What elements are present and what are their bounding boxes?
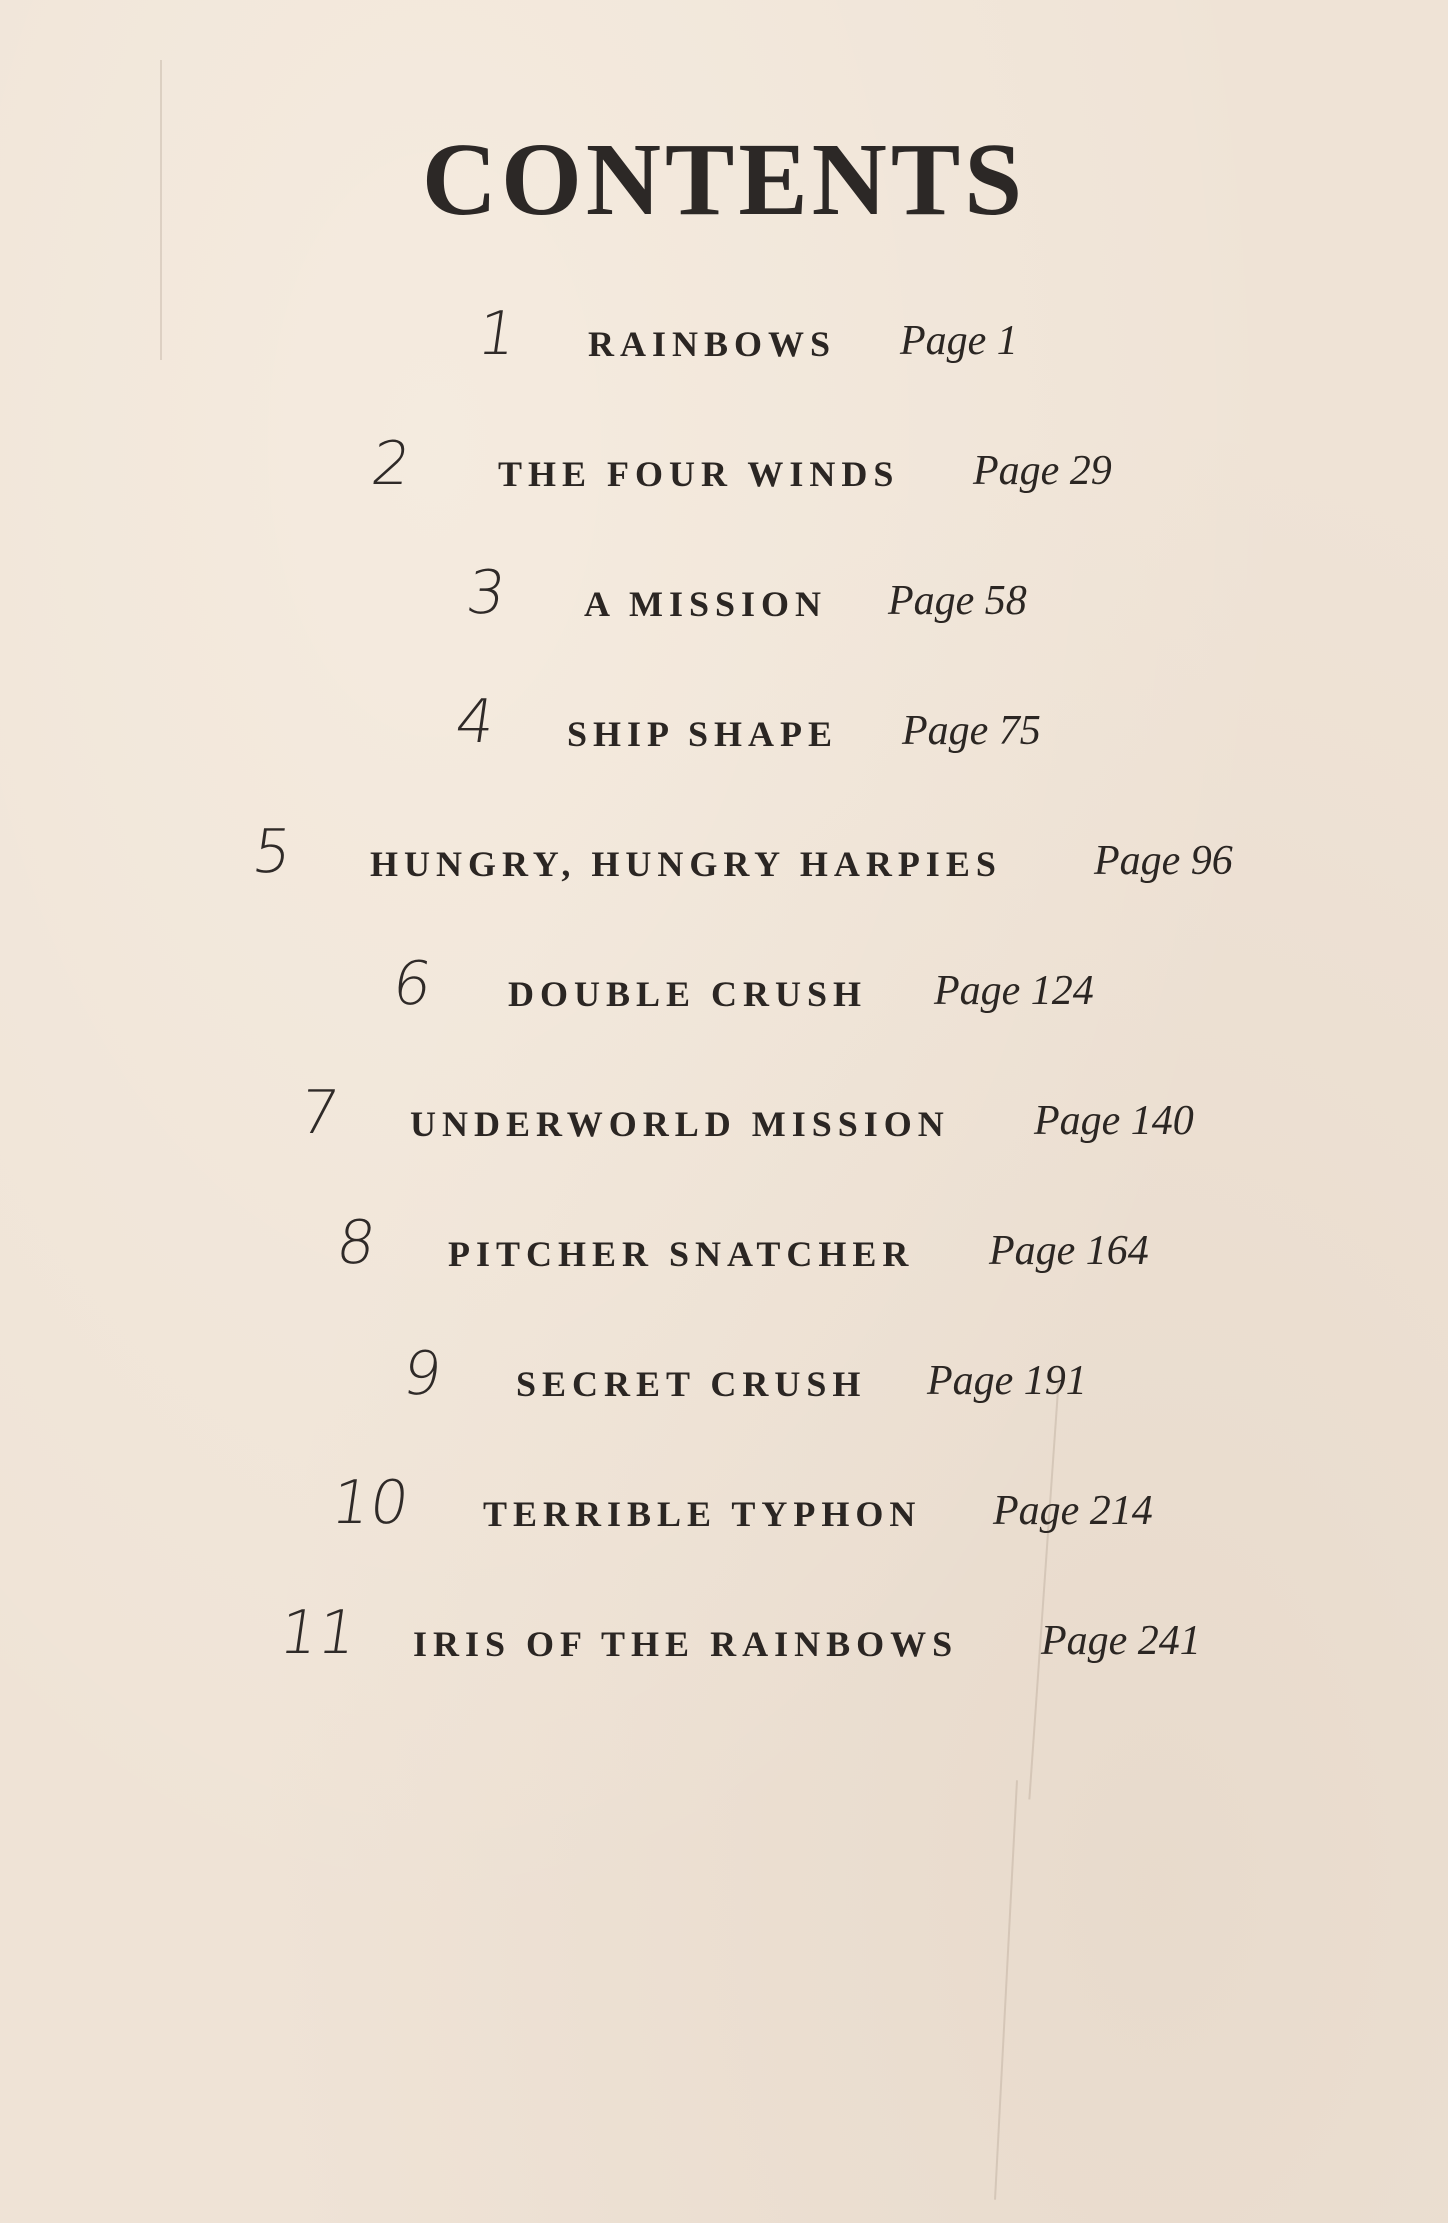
chapter-title: UNDERWORLD MISSION (410, 1104, 950, 1144)
chapter-number: 9 (398, 1339, 447, 1409)
contents-heading: CONTENTS (421, 122, 1027, 237)
chapter-number: 2 (367, 429, 416, 499)
chapter-title: SECRET CRUSH (516, 1364, 867, 1404)
chapter-page: Page 58 (888, 578, 1027, 624)
chapter-number: 7 (295, 1078, 344, 1148)
chapter-title: PITCHER SNATCHER (448, 1234, 915, 1274)
chapter-number: 4 (451, 687, 500, 757)
chapter-number: 11 (275, 1598, 362, 1668)
chapter-title: THE FOUR WINDS (498, 454, 900, 494)
chapter-title: IRIS OF THE RAINBOWS (413, 1624, 959, 1664)
chapter-number: 1 (473, 299, 522, 369)
chapter-number: 10 (327, 1468, 414, 1538)
chapter-number: 3 (462, 558, 511, 628)
chapter-number: 6 (388, 949, 437, 1019)
chapter-page: Page 140 (1034, 1098, 1194, 1144)
chapter-page: Page 164 (989, 1228, 1149, 1274)
chapter-page: Page 1 (900, 318, 1018, 364)
chapter-number: 8 (332, 1208, 381, 1278)
chapter-number: 5 (248, 817, 297, 887)
chapter-page: Page 241 (1041, 1618, 1201, 1664)
chapter-title: RAINBOWS (588, 324, 837, 364)
chapter-page: Page 29 (973, 448, 1112, 494)
chapter-page: Page 75 (902, 708, 1041, 754)
chapter-title: HUNGRY, HUNGRY HARPIES (370, 844, 1002, 884)
chapter-title: TERRIBLE TYPHON (483, 1494, 922, 1534)
chapter-title: DOUBLE CRUSH (508, 974, 868, 1014)
chapter-page: Page 191 (927, 1358, 1087, 1404)
chapter-page: Page 214 (993, 1488, 1153, 1534)
chapter-page: Page 96 (1094, 838, 1233, 884)
chapter-title: A MISSION (584, 584, 828, 624)
chapter-page: Page 124 (934, 968, 1094, 1014)
chapter-title: SHIP SHAPE (567, 714, 839, 754)
